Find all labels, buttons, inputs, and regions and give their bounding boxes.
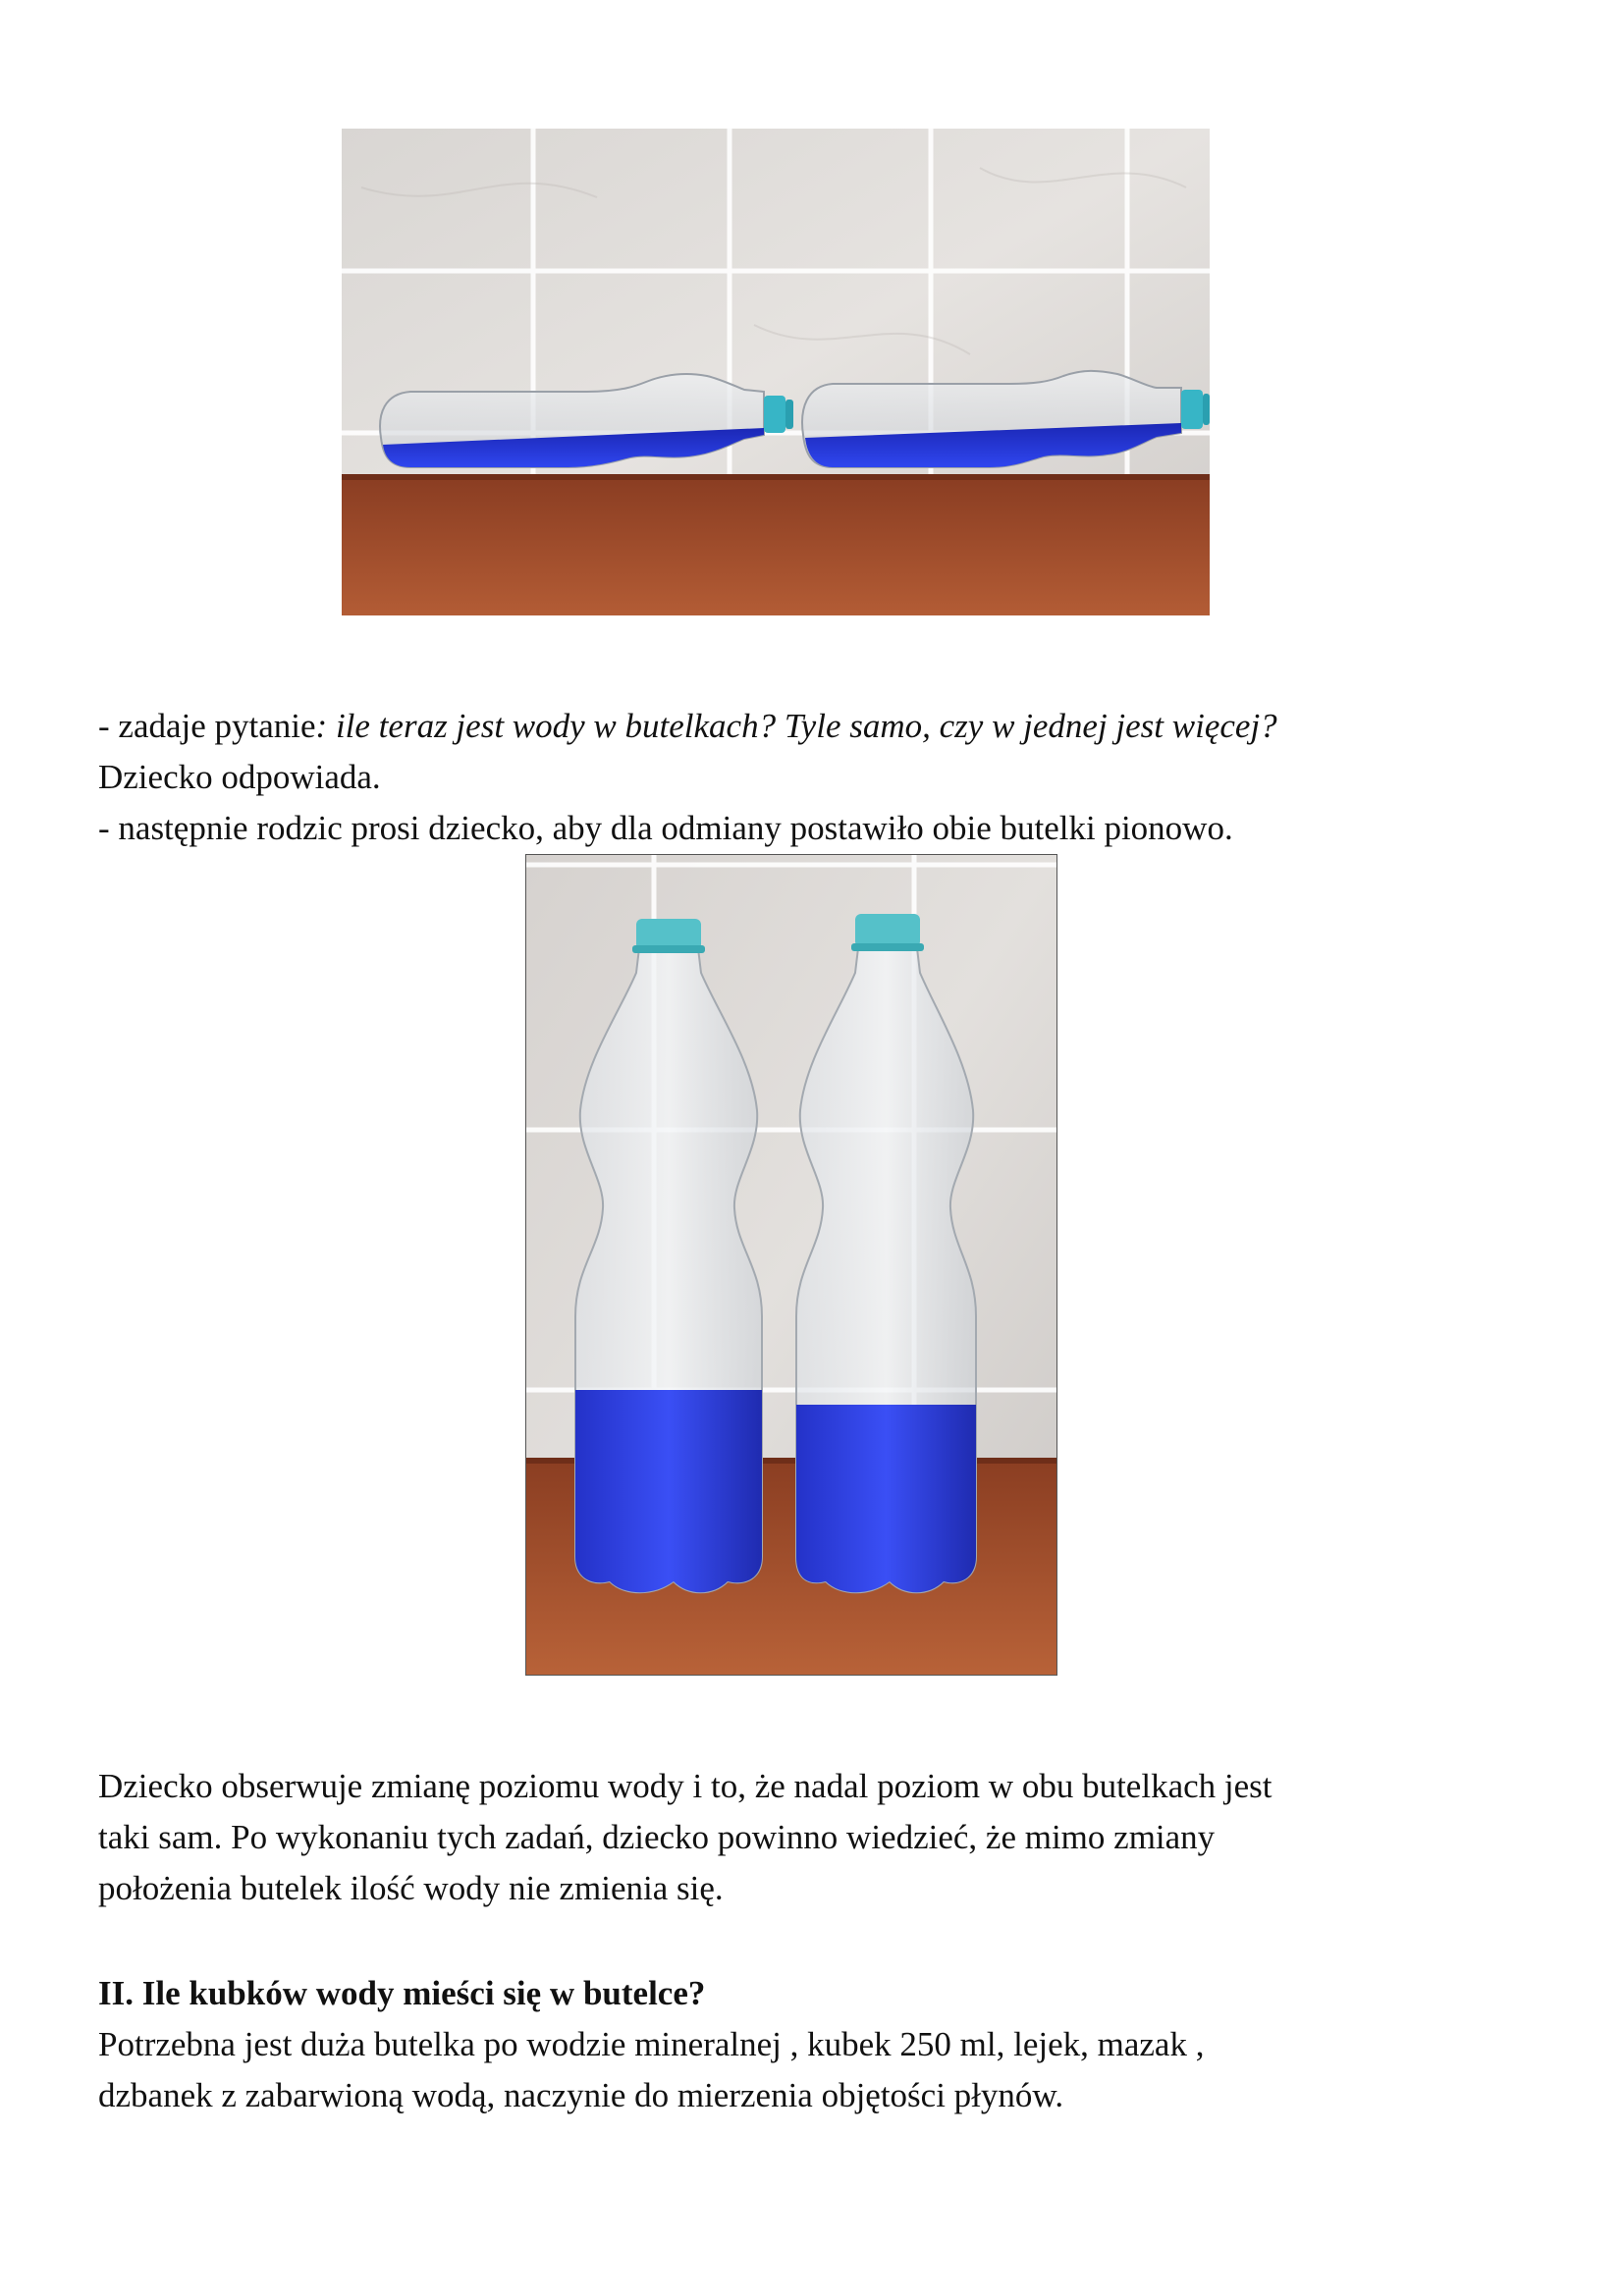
photo-upright-bottles [525,854,1057,1676]
photo-upright-bottles-image [526,855,1056,1675]
photo-horizontal-bottles [342,129,1210,615]
paragraph-2-line-2: taki sam. Po wykonaniu tych zadań, dziecko powinno wiedzieć, że mimo zmiany [98,1818,1216,1856]
paragraph-1-line-1 [98,701,1277,752]
section-heading: II. Ile kubków wody mieści się w butelce? [98,1974,706,2012]
paragraph-1-line-3: - następnie rodzic prosi dziecko, aby dla odmiany postawiło obie butelki pionowo. [98,809,1233,847]
paragraph-1-line-2: Dziecko odpowiada. [98,758,381,796]
paragraph-2-line-1: Dziecko obserwuje zmianę poziomu wody i to, że nadal poziom w obu butelkach jest [98,1767,1272,1805]
section-line-1: Potrzebna jest duża butelka po wodzie mineralnej , kubek 250 ml, lejek, mazak , [98,2025,1205,2063]
question-text: : ile teraz jest wody w butelkach? Tyle samo, czy w jednej jest więcej? [315,707,1277,745]
paragraph-2-line-3: położenia butelek ilość wody nie zmienia się. [98,1869,724,1907]
section-line-2: dzbanek z zabarwioną wodą, naczynie do mierzenia objętości płynów. [98,2076,1064,2114]
question-prefix: - zadaje pytanie [98,707,316,745]
photo-horizontal-bottles-image [342,129,1210,615]
